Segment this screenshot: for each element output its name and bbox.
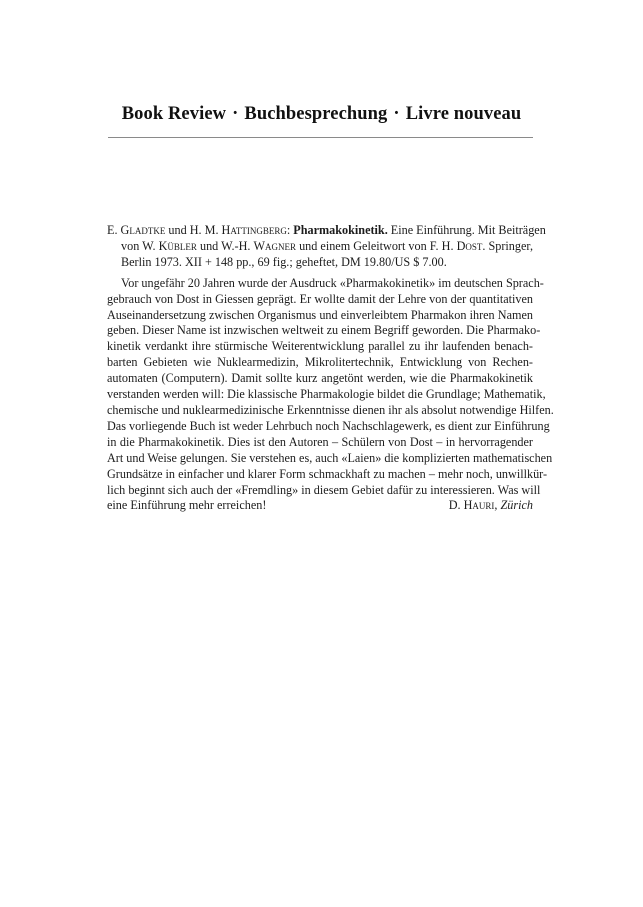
- citation-line: von W. Kübler und W.-H. Wagner und einem Geleitwort von F. H. Dost. Springer,: [121, 238, 534, 253]
- title-french: Livre nouveau: [405, 104, 522, 124]
- body-line: Auseinandersetzung zwischen Organismus und einverleibtem Pharmakon ihren Namen: [107, 307, 533, 322]
- body-line: barten Gebieten wie Nuklearmedizin, Mikrolitertechnik, Entwicklung von Rechen-: [107, 355, 533, 370]
- foreword-author-name: Dost: [456, 238, 483, 253]
- body-line: chemische und nuklearmedizinische Erkenntnisse dienen ihr als absolut notwendige Hilfen.: [107, 402, 554, 417]
- body-line: Art und Weise gelungen. Sie verstehen es, auch «Laien» die komplizierten mathematischen: [107, 450, 553, 465]
- book-citation: [107, 223, 546, 271]
- book-review: [107, 223, 554, 514]
- body-line: Vor ungefähr 20 Jahren wurde der Ausdruck «Pharmakokinetik» im deutschen Sprach-: [121, 275, 544, 290]
- body-line: kinetik verdankt ihre stürmische Weiterentwicklung parallel zu ihr laufenden benach-: [107, 339, 533, 354]
- citation-publication-details: Berlin 1973. XII + 148 pp., 69 fig.; geheftet, DM 19.80/US $ 7.00.: [121, 254, 447, 269]
- reviewer-location: Zürich: [500, 498, 533, 513]
- page-header: [0, 104, 643, 125]
- citation-line: E. Gladtke und H. M. Hattingberg: Pharmakokinetik. Eine Einführung. Mit Beiträgen: [107, 223, 546, 237]
- reviewer-name: D. Hauri: [448, 498, 495, 513]
- header-divider: [108, 137, 533, 138]
- body-line: in die Pharmakokinetik. Dies ist den Autoren – Schülern von Dost – in hervorragender: [107, 434, 533, 449]
- title-separator: ·: [232, 104, 239, 124]
- body-line: Das vorliegende Buch ist weder Lehrbuch noch Nachschlagewerk, es dient zur Einführung: [107, 418, 550, 433]
- body-line: gebrauch von Dost in Giessen geprägt. Er wollte damit der Lehre von der quantitativen: [107, 291, 533, 306]
- contributor-name: Kübler: [158, 238, 197, 253]
- closing-sentence: eine Einführung mehr erreichen!: [107, 498, 267, 513]
- title-separator: ·: [393, 104, 400, 124]
- contributor-name: Wagner: [253, 238, 297, 253]
- body-line: lich beginnt sich auch der «Fremdling» in diesem Gebiet dafür zu interessieren. Was will: [107, 482, 541, 497]
- page-title: [0, 104, 643, 125]
- author-name: E. Gladtke: [107, 223, 166, 237]
- title-english: Book Review: [121, 104, 227, 124]
- body-line: Grundsätze in einfacher und klarer Form schmackhaft zu machen – mehr noch, unwillkür-: [107, 466, 548, 481]
- body-line: verstanden werden will: Die klassische Pharmakologie bildet die Grundlage; Mathematik,: [107, 387, 546, 402]
- review-body: [107, 275, 554, 515]
- title-german: Buchbesprechung: [244, 104, 388, 124]
- body-line: geben. Dieser Name ist inzwischen weltweit zu einem Begriff geworden. Die Pharmako-: [107, 323, 541, 338]
- body-line: automaten (Computern). Damit sollte kurz angetönt werden, wie die Pharmakokinetik: [107, 371, 533, 386]
- book-title: Pharmakokinetik.: [293, 223, 388, 237]
- reviewer-signature: D. Hauri, Zürich: [448, 498, 533, 513]
- closing-and-signature: [107, 498, 533, 514]
- author-name: H. M. Hattingberg: [189, 223, 287, 237]
